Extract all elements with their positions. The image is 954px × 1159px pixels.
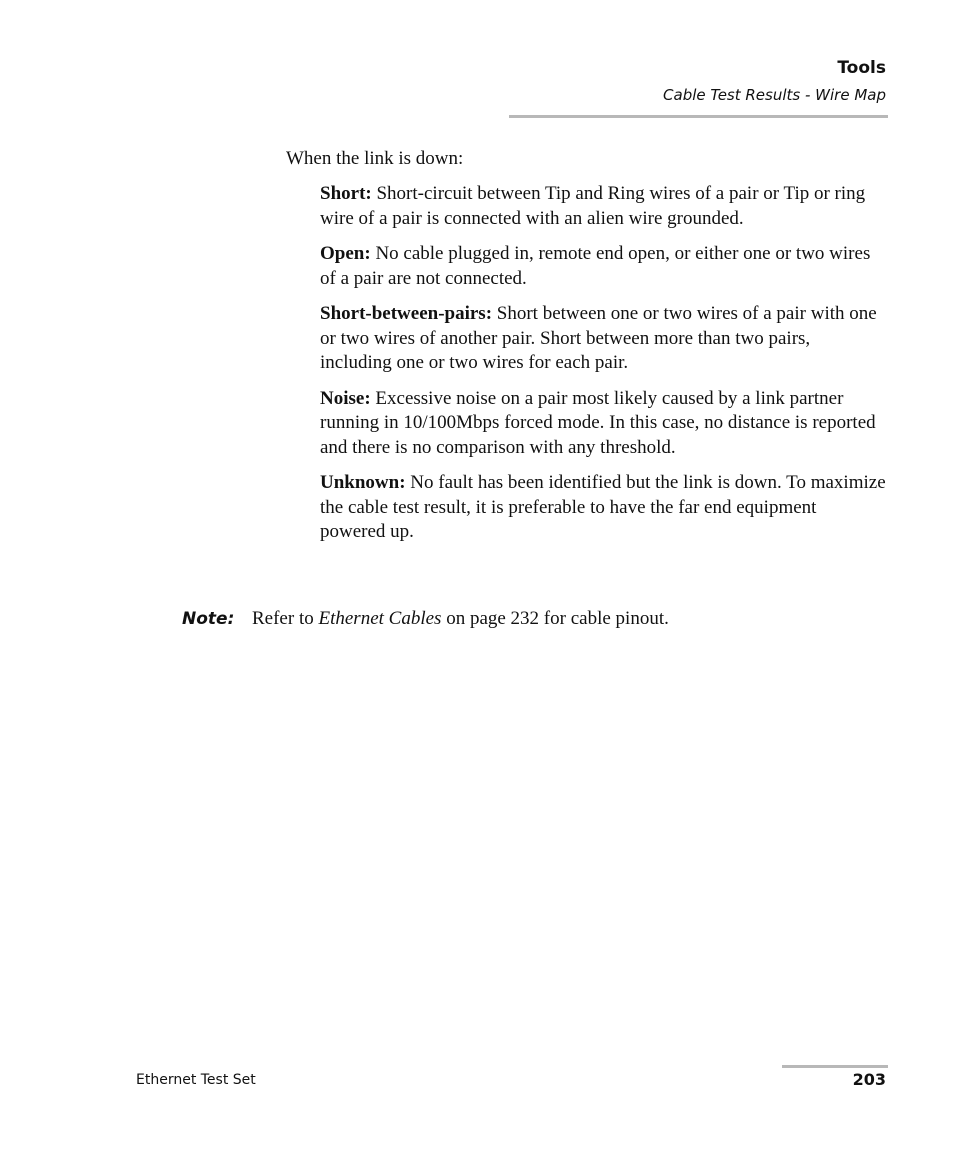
note (182, 606, 882, 632)
note-cross-reference[interactable]: Ethernet Cables (318, 608, 442, 629)
definition-text: Short-circuit between Tip and Ring wires of a pair or Tip or ring wire of a pair is connected with an alien wire grounded. (320, 183, 866, 229)
definition-term: Short-between-pairs: (320, 303, 493, 324)
definition-term: Short: (320, 183, 372, 204)
footer-product-name: Ethernet Test Set (136, 1072, 256, 1088)
definition-unknown (320, 471, 886, 545)
definition-text: No fault has been identified but the link is down. To maximize the cable test result, it is preferable to have the far end equipment powered up. (320, 472, 886, 542)
section-title: Cable Test Results - Wire Map (663, 86, 886, 104)
header-divider (509, 115, 888, 118)
intro-text: When the link is down: (286, 148, 464, 169)
definition-open (320, 242, 886, 291)
definition-term: Unknown: (320, 472, 406, 493)
definition-short-between-pairs (320, 302, 886, 376)
definition-list (320, 182, 886, 556)
definition-term: Open: (320, 243, 371, 264)
definition-text: Short between one or two wires of a pair with one or two wires of another pair. Short between more than two pairs, including one or two wires for each pair. (320, 303, 877, 373)
page-number: 203 (852, 1070, 886, 1089)
definition-short (320, 182, 886, 231)
chapter-title: Tools (837, 58, 886, 78)
note-prefix: Refer to (252, 608, 314, 629)
footer-divider (782, 1065, 888, 1068)
page-header (663, 57, 886, 105)
definition-text: No cable plugged in, remote end open, or either one or two wires of a pair are not connected. (320, 243, 871, 289)
note-label: Note: (182, 609, 235, 629)
definition-text: Excessive noise on a pair most likely caused by a link partner running in 10/100Mbps forced mode. In this case, no distance is reported and there is no comparison with any threshold. (320, 387, 876, 458)
note-suffix: on page 232 for cable pinout. (446, 608, 669, 629)
definition-term: Noise: (320, 387, 371, 409)
definition-noise (320, 387, 886, 461)
